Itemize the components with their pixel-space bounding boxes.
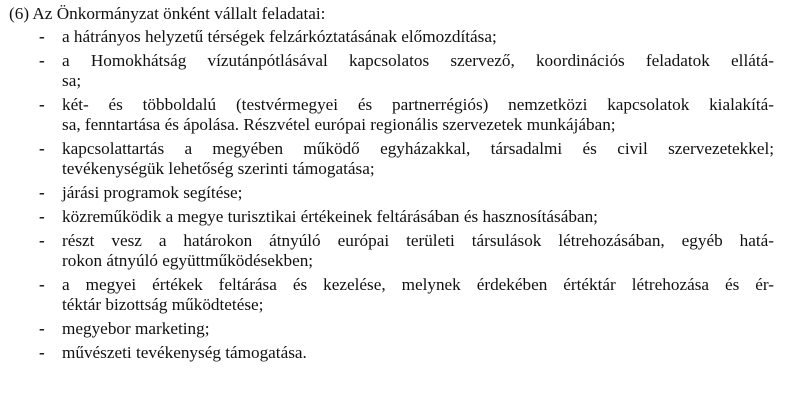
list-item <box>9 183 791 203</box>
bullet-dash: - <box>39 183 45 202</box>
bullet-dash: - <box>39 319 45 338</box>
list-item <box>9 319 791 339</box>
item-text: megyebor marketing; <box>62 319 210 338</box>
bullet-dash: - <box>39 207 45 226</box>
bullet-dash: - <box>39 27 45 46</box>
bullet-dash: - <box>39 343 45 362</box>
item-text: részt vesz a határokon átnyúló európai területi társulások létrehozásában, egyéb hatá- <box>62 231 774 250</box>
document-page <box>9 0 791 363</box>
item-text: kapcsolattartás a megyében működő egyházakkal, társadalmi és civil szervezetekkel; <box>62 139 774 158</box>
item-text: sa; <box>62 71 82 90</box>
item-text: a megyei értékek feltárása és kezelése, melynek érdekében értéktár létrehozása és ér- <box>62 275 774 294</box>
section-heading: (6) Az Önkormányzat önként vállalt feladatai: <box>9 4 326 23</box>
list-item <box>9 207 791 227</box>
item-text: rokon átnyúló együttműködésekben; <box>62 251 314 270</box>
item-text: közreműködik a megye turisztikai értékeinek feltárásában és hasznosításában; <box>62 207 598 226</box>
list-item <box>9 51 791 91</box>
list-item <box>9 275 791 315</box>
list-item <box>9 139 791 179</box>
bullet-dash: - <box>39 231 45 250</box>
item-text: sa, fenntartása és ápolása. Részvétel európai regionális szervezetek munkájában; <box>62 115 616 134</box>
item-text: a hátrányos helyzetű térségek felzárkóztatásának előmozdítása; <box>62 27 497 46</box>
task-list <box>9 27 791 363</box>
list-item <box>9 27 791 47</box>
item-text: művészeti tevékenység támogatása. <box>62 343 307 362</box>
list-item <box>9 343 791 363</box>
bullet-dash: - <box>39 95 45 114</box>
item-text: két- és többoldalú (testvérmegyei és partnerrégiós) nemzetközi kapcsolatok kialakítá- <box>62 95 774 114</box>
item-text: járási programok segítése; <box>62 183 243 202</box>
bullet-dash: - <box>39 139 45 158</box>
item-text: téktár bizottság működtetése; <box>62 295 264 314</box>
item-text: tevékenységük lehetőség szerinti támogatása; <box>62 159 375 178</box>
list-item <box>9 231 791 271</box>
list-item <box>9 95 791 135</box>
item-text: a Homokhátság vízutánpótlásával kapcsolatos szervező, koordinációs feladatok ellátá- <box>62 51 774 70</box>
bullet-dash: - <box>39 51 45 70</box>
bullet-dash: - <box>39 275 45 294</box>
